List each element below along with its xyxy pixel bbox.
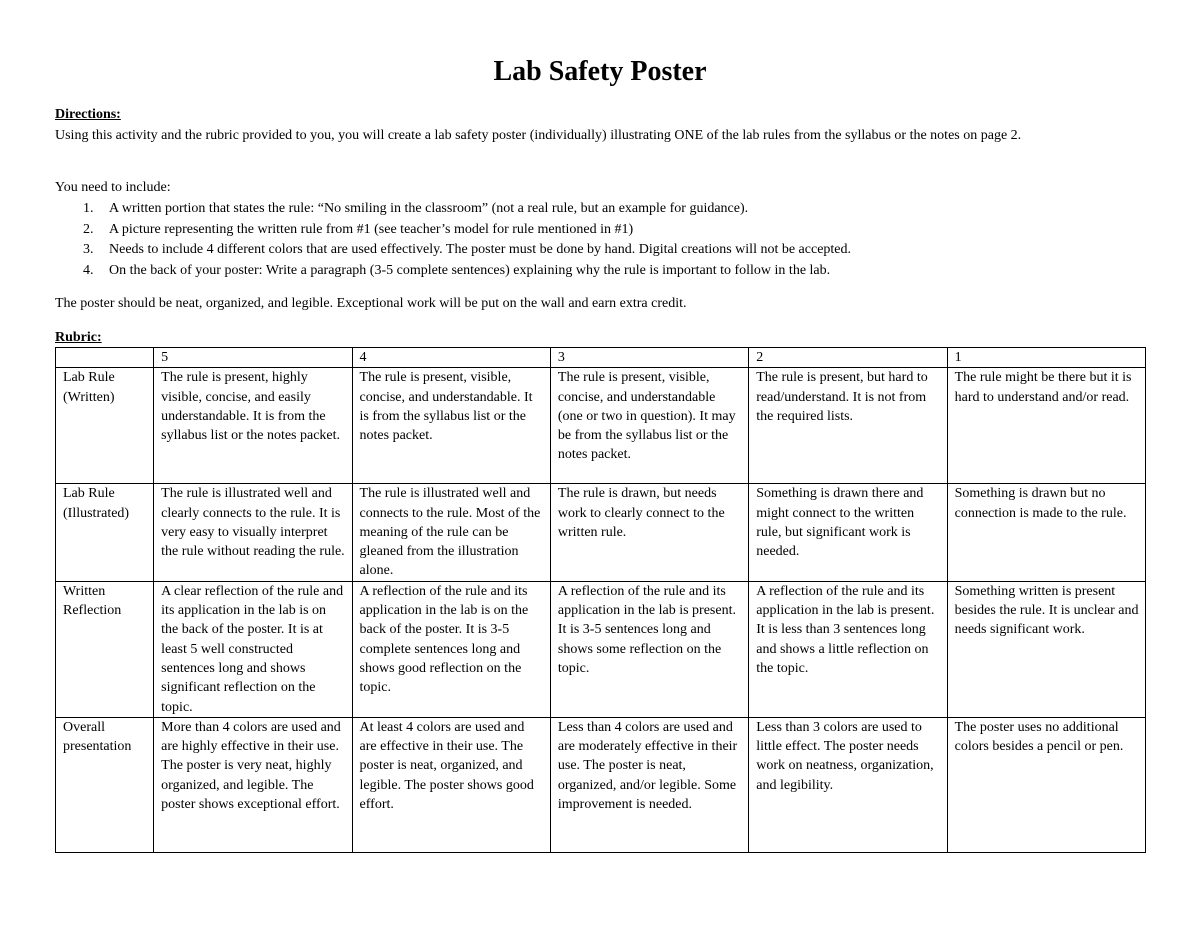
- table-header-row: [56, 348, 1146, 368]
- table-cell: The poster uses no additional colors besides a pencil or pen.: [947, 717, 1145, 852]
- table-row: [56, 581, 1146, 717]
- list-item-number: 2.: [83, 221, 94, 237]
- rubric-table: [55, 347, 1146, 853]
- list-item-number: 1.: [83, 201, 94, 216]
- table-cell: A reflection of the rule and its application in the lab is present. It is less than 3 sentences long and shows a little reflection on the topic.: [749, 581, 947, 717]
- rubric-heading: Rubric:: [55, 330, 102, 345]
- table-cell: The rule is illustrated well and clearly connects to the rule. It is very easy to visually interpret the rule without reading the rule.: [154, 484, 352, 581]
- header-cell: [56, 348, 154, 368]
- table-cell: The rule is present, highly visible, concise, and easily understandable. It is from the syllabus list or the notes packet.: [154, 368, 352, 484]
- table-cell: Less than 3 colors are used to little effect. The poster needs work on neatness, organization, and legibility.: [749, 717, 947, 852]
- list-item-text: Needs to include 4 different colors that are used effectively. The poster must be done by hand. Digital creations will not be accepted.: [109, 242, 852, 257]
- criterion-cell: Lab Rule (Written): [56, 368, 154, 484]
- header-cell: 5: [154, 348, 352, 368]
- list-item-number: 3.: [83, 242, 94, 257]
- directions-text: Using this activity and the rubric provided to you, you will create a lab safety poster (individually) illustrating ONE of the lab rules from the syllabus or the notes on page 2.: [55, 128, 1022, 143]
- requirements-list: [55, 199, 851, 281]
- list-item-number: 4.: [83, 262, 94, 278]
- table-cell: At least 4 colors are used and are effective in their use. The poster is neat, organized, and legible. The poster shows good effort.: [352, 717, 550, 852]
- header-cell: 1: [947, 348, 1145, 368]
- closing-note: The poster should be neat, organized, and legible. Exceptional work will be put on the wall and earn extra credit.: [55, 296, 687, 311]
- table-cell: Something is drawn there and might connect to the written rule, but significant work is needed.: [749, 484, 947, 581]
- table-cell: Less than 4 colors are used and are moderately effective in their use. The poster is neat, organized, and/or legible. Some improvement is needed.: [550, 717, 748, 852]
- criterion-cell: Written Reflection: [56, 581, 154, 717]
- header-cell: 4: [352, 348, 550, 368]
- table-cell: Something written is present besides the rule. It is unclear and needs significant work.: [947, 581, 1145, 717]
- table-cell: The rule is illustrated well and connects to the rule. Most of the meaning of the rule can be gleaned from the illustration alone.: [352, 484, 550, 581]
- requirements-intro: You need to include:: [55, 180, 171, 195]
- header-cell: 3: [550, 348, 748, 368]
- table-row: [56, 717, 1146, 852]
- list-item-text: A written portion that states the rule: “No smiling in the classroom” (not a real rule, but an example for guidance).: [109, 201, 749, 216]
- table-cell: The rule might be there but it is hard to understand and/or read.: [947, 368, 1145, 484]
- criterion-cell: Lab Rule (Illustrated): [56, 484, 154, 581]
- list-item: [83, 261, 851, 282]
- table-cell: The rule is drawn, but needs work to clearly connect to the written rule.: [550, 484, 748, 581]
- table-cell: The rule is present, visible, concise, and understandable. It is from the syllabus list or the notes packet.: [352, 368, 550, 484]
- list-item-text: A picture representing the written rule from #1 (see teacher’s model for rule mentioned in #1): [109, 221, 634, 237]
- list-item-text: On the back of your poster: Write a paragraph (3-5 complete sentences) explaining why the rule is important to follow in the lab.: [109, 262, 831, 278]
- list-item: [83, 199, 851, 220]
- page-title: Lab Safety Poster: [493, 56, 707, 87]
- table-cell: The rule is present, but hard to read/understand. It is not from the required lists.: [749, 368, 947, 484]
- header-cell: 2: [749, 348, 947, 368]
- directions-heading: Directions:: [55, 107, 121, 122]
- criterion-cell: Overall presentation: [56, 717, 154, 852]
- table-cell: A clear reflection of the rule and its application in the lab is on the back of the poster. It is at least 5 well constructed sentences long and shows significant reflection on the topic.: [154, 581, 352, 717]
- table-cell: More than 4 colors are used and are highly effective in their use. The poster is very neat, highly organized, and legible. The poster shows exceptional effort.: [154, 717, 352, 852]
- table-cell: A reflection of the rule and its application in the lab is on the back of the poster. It is 3-5 complete sentences long and shows good reflection on the topic.: [352, 581, 550, 717]
- list-item: [83, 240, 852, 261]
- list-item: [83, 220, 851, 241]
- table-cell: Something is drawn but no connection is made to the rule.: [947, 484, 1145, 581]
- table-row: [56, 484, 1146, 581]
- table-row: [56, 368, 1146, 484]
- table-cell: The rule is present, visible, concise, and understandable (one or two in question). It may be from the syllabus list or the notes packet.: [550, 368, 748, 484]
- table-cell: A reflection of the rule and its application in the lab is present. It is 3-5 sentences long and shows some reflection on the topic.: [550, 581, 748, 717]
